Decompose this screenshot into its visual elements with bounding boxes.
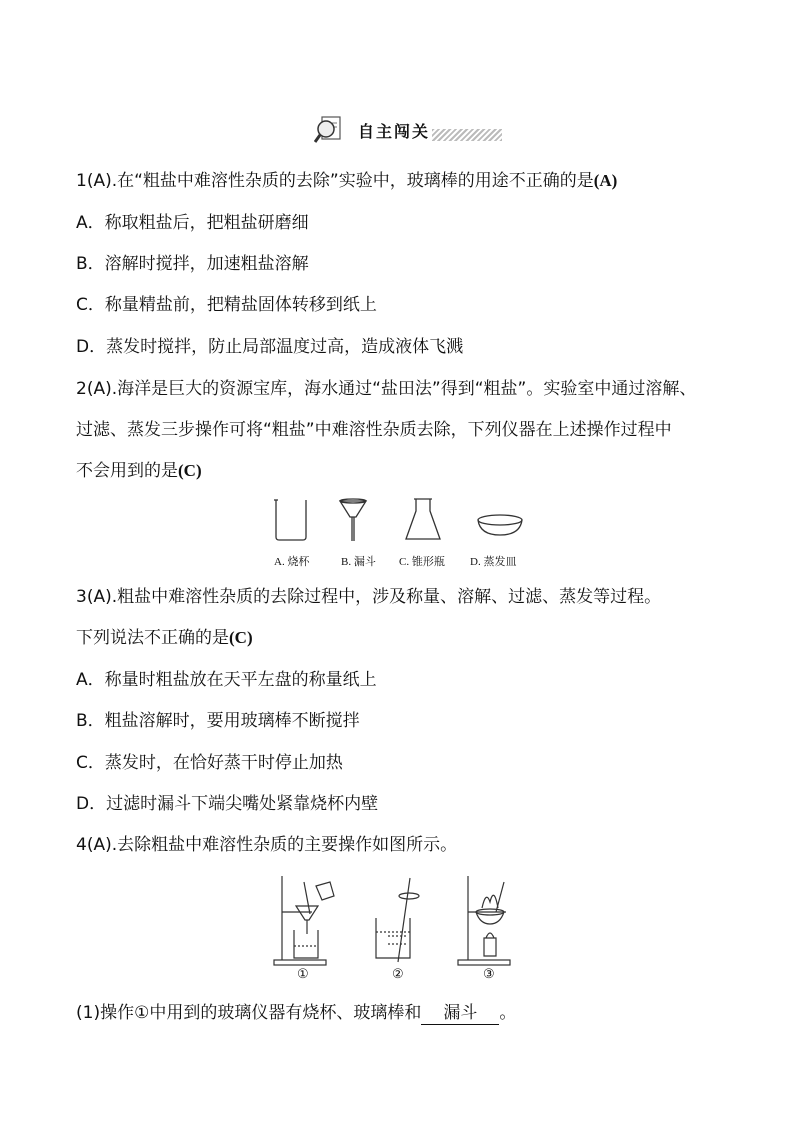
q2-line-2: 过滤、蒸发三步操作可将“粗盐”中难溶性杂质去除，下列仪器在上述操作过程中 [76,420,672,440]
evaporation-setup-icon [458,876,510,965]
q2-answer: (C) [178,461,202,480]
section-title: 自主闯关 [358,122,431,141]
funnel-icon [340,499,366,541]
label-op-3: ③ [483,966,495,981]
q1-option-b: B．溶解时搅拌，加速粗盐溶解 [76,254,309,274]
q3-option-b: B．粗盐溶解时，要用玻璃棒不断搅拌 [76,711,360,731]
q1-option-d: D．蒸发时搅拌，防止局部温度过高，造成液体飞溅 [76,337,464,357]
q3-option-a: A．称量时粗盐放在天平左盘的称量纸上 [76,670,377,690]
caption-funnel: B. 漏斗 [341,556,376,568]
q1-option-a: A．称取粗盐后，把粗盐研磨细 [76,213,309,233]
q2-line-3-wrap [76,460,202,482]
q3-line-2: 下列说法不正确的是 [76,628,229,648]
header-stripe [432,129,502,141]
dissolving-beaker-icon [376,878,419,962]
caption-flask: C. 锥形瓶 [399,556,445,568]
q4-stem: 4(A).去除粗盐中难溶性杂质的主要操作如图所示。 [76,835,458,855]
conical-flask-icon [406,499,440,539]
filtration-setup-icon [274,876,334,965]
q3-line-1: 3(A).粗盐中难溶性杂质的去除过程中，涉及称量、溶解、过滤、蒸发等过程。 [76,587,662,607]
q4-operations-figure [268,872,528,972]
section-header [314,115,500,145]
q2-line-3: 不会用到的是 [76,461,178,481]
q2-line-1: 2(A).海洋是巨大的资源宝库，海水通过“盐田法”得到“粗盐”。实验室中通过溶解、 [76,379,697,399]
q1-option-c: C．称量精盐前，把精盐固体转移到纸上 [76,295,377,315]
q3-answer: (C) [229,628,253,647]
caption-beaker: A. 烧杯 [274,556,310,568]
q3-option-c: C．蒸发时，在恰好蒸干时停止加热 [76,753,343,773]
q1-stem-line [76,170,617,192]
q1-stem: 1(A).在“粗盐中难溶性杂质的去除”实验中，玻璃棒的用途不正确的是 [76,171,594,191]
q3-option-d: D．过滤时漏斗下端尖嘴处紧靠烧杯内壁 [76,794,379,814]
beaker-icon [274,500,306,540]
label-op-1: ① [297,966,309,981]
q2-apparatus-figure [268,495,528,545]
q4-sub1-prefix: (1)操作①中用到的玻璃仪器有烧杯、玻璃棒和 [76,1003,422,1023]
q1-answer: (A) [593,171,618,190]
evaporating-dish-icon [478,515,522,535]
magnifier-icon [314,115,354,145]
q3-line-2-wrap [76,627,253,649]
caption-dish: D. 蒸发皿 [470,556,517,568]
q4-sub1 [76,1002,516,1025]
label-op-2: ② [392,966,404,981]
q4-sub1-answer: 漏斗 [421,1002,499,1025]
q4-sub1-suffix: 。 [499,1003,517,1023]
